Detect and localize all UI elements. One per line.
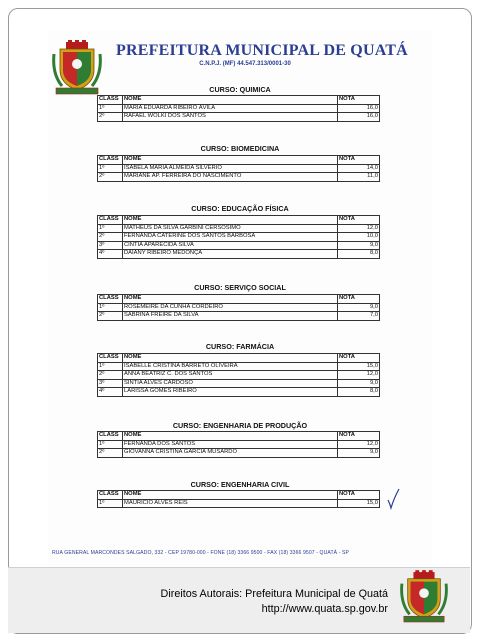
grade-cell: 16,0	[338, 104, 380, 113]
website-link[interactable]: http://www.quata.sp.gov.br	[261, 603, 388, 615]
grade-header: NOTA	[338, 295, 380, 304]
class-cell: 1º	[98, 224, 123, 233]
table-header-row	[98, 295, 380, 304]
class-cell: 1º	[98, 164, 123, 173]
class-cell: 3º	[98, 379, 123, 388]
grade-header: NOTA	[338, 156, 380, 165]
grade-cell: 14,0	[338, 164, 380, 173]
table-row	[98, 371, 380, 380]
table-row	[98, 250, 380, 259]
class-cell: 2º	[98, 233, 123, 242]
grade-cell: 11,0	[338, 173, 380, 182]
checkmark-icon	[386, 488, 400, 510]
table-row	[98, 113, 380, 122]
copyright-text: Direitos Autorais: Prefeitura Municipal de Quatá	[160, 588, 388, 600]
class-cell: 2º	[98, 371, 123, 380]
grade-cell: 15,0	[338, 362, 380, 371]
name-cell: SINTIA ALVES CARDOSO	[123, 379, 338, 388]
table-header-row	[98, 354, 380, 363]
name-header: NOME	[123, 156, 338, 165]
name-cell: ANNA BEATRIZ C. DOS SANTOS	[123, 371, 338, 380]
name-cell: MARIA EDUARDA RIBEIRO ÁVILA	[123, 104, 338, 113]
table-header-row	[98, 432, 380, 441]
grade-cell: 9,0	[338, 449, 380, 458]
grade-header: NOTA	[338, 491, 380, 500]
name-cell: LARISSA GOMES RIBEIRO	[123, 388, 338, 397]
course-title: CURSO: FARMÁCIA	[205, 342, 275, 351]
results-table	[97, 431, 380, 458]
municipal-crest-icon	[400, 570, 448, 626]
name-cell: ISABELA MARIA ALMEIDA SILVÉRIO	[123, 164, 338, 173]
results-table	[97, 294, 380, 321]
class-cell: 1º	[98, 499, 123, 508]
name-cell: FERNANDA CATERINE DOS SANTOS BARBOSA	[123, 233, 338, 242]
grade-header: NOTA	[338, 354, 380, 363]
class-header: CLASS	[98, 491, 123, 500]
results-table	[97, 490, 380, 508]
table-row	[98, 303, 380, 312]
table-header-row	[98, 491, 380, 500]
results-table	[97, 353, 380, 397]
results-table	[97, 155, 380, 182]
grade-header: NOTA	[338, 216, 380, 225]
table-row	[98, 224, 380, 233]
class-header: CLASS	[98, 295, 123, 304]
grade-cell: 10,0	[338, 233, 380, 242]
course-title: CURSO: EDUCAÇÃO FÍSICA	[191, 204, 289, 213]
grade-cell: 8,0	[338, 388, 380, 397]
class-header: CLASS	[98, 354, 123, 363]
table-row	[98, 362, 380, 371]
table-header-row	[98, 96, 380, 105]
table-header-row	[98, 156, 380, 165]
name-cell: SABRINA FREIRE DA SILVA	[123, 312, 338, 321]
name-header: NOME	[123, 354, 338, 363]
grade-cell: 7,0	[338, 312, 380, 321]
name-cell: ROSEMEIRE DA CUNHA CORDEIRO	[123, 303, 338, 312]
class-cell: 2º	[98, 173, 123, 182]
cnpj-text: C.N.P.J. (MF) 44.547.313/0001-30	[199, 61, 291, 67]
table-row	[98, 499, 380, 508]
table-header-row	[98, 216, 380, 225]
class-header: CLASS	[98, 156, 123, 165]
class-header: CLASS	[98, 96, 123, 105]
name-cell: RAFAEL WOLKI DOS SANTOS	[123, 113, 338, 122]
name-cell: GIOVANNA CRISTINA GARCIA MUSARDO	[123, 449, 338, 458]
class-cell: 2º	[98, 449, 123, 458]
class-cell: 2º	[98, 312, 123, 321]
name-header: NOME	[123, 216, 338, 225]
page-title: PREFEITURA MUNICIPAL DE QUATÁ	[116, 42, 408, 59]
class-cell: 1º	[98, 440, 123, 449]
name-cell: MAURICIO ALVES REIS	[123, 499, 338, 508]
grade-cell: 12,0	[338, 440, 380, 449]
table-row	[98, 379, 380, 388]
course-title: CURSO: ENGENHARIA CIVIL	[190, 480, 290, 489]
table-row	[98, 173, 380, 182]
footer-address: RUA GENERAL MARCONDES SALGADO, 332 - CEP 19780-000 - FONE (18) 3366 9500 - FAX (18) 3366 9507 - QUATÁ - SP	[52, 550, 350, 556]
grade-cell: 9,0	[338, 241, 380, 250]
name-header: NOME	[123, 295, 338, 304]
table-row	[98, 241, 380, 250]
grade-cell: 16,0	[338, 113, 380, 122]
grade-cell: 9,0	[338, 303, 380, 312]
class-header: CLASS	[98, 432, 123, 441]
grade-cell: 8,0	[338, 250, 380, 259]
class-cell: 4º	[98, 250, 123, 259]
grade-cell: 9,0	[338, 379, 380, 388]
class-cell: 3º	[98, 241, 123, 250]
class-cell: 1º	[98, 303, 123, 312]
grade-cell: 12,0	[338, 371, 380, 380]
table-row	[98, 449, 380, 458]
class-header: CLASS	[98, 216, 123, 225]
name-cell: ISABELLE CRISTINA BARRETO OLIVEIRA	[123, 362, 338, 371]
class-cell: 4º	[98, 388, 123, 397]
name-cell: MATHEUS DA SILVA GARBINI CERSOSIMO	[123, 224, 338, 233]
course-title: CURSO: SERVIÇO SOCIAL	[194, 283, 286, 292]
table-row	[98, 312, 380, 321]
grade-header: NOTA	[338, 96, 380, 105]
name-cell: DAIANY RIBEIRO MEDONÇA	[123, 250, 338, 259]
grade-cell: 12,0	[338, 224, 380, 233]
results-table	[97, 215, 380, 259]
table-row	[98, 164, 380, 173]
table-row	[98, 104, 380, 113]
results-table	[97, 95, 380, 122]
course-title: CURSO: BIOMEDICINA	[200, 144, 280, 153]
course-title: CURSO: ENGENHARIA DE PRODUÇÃO	[172, 421, 308, 430]
name-cell: MARIANE AP. FERREIRA DO NASCIMENTO	[123, 173, 338, 182]
table-row	[98, 388, 380, 397]
grade-cell: 15,0	[338, 499, 380, 508]
table-row	[98, 233, 380, 242]
name-header: NOME	[123, 96, 338, 105]
grade-header: NOTA	[338, 432, 380, 441]
table-row	[98, 440, 380, 449]
class-cell: 2º	[98, 113, 123, 122]
name-cell: CINTIA APARECIDA SILVA	[123, 241, 338, 250]
name-cell: FERNANDA DOS SANTOS	[123, 440, 338, 449]
class-cell: 1º	[98, 362, 123, 371]
class-cell: 1º	[98, 104, 123, 113]
name-header: NOME	[123, 491, 338, 500]
course-title: CURSO: QUIMICA	[209, 85, 271, 94]
name-header: NOME	[123, 432, 338, 441]
